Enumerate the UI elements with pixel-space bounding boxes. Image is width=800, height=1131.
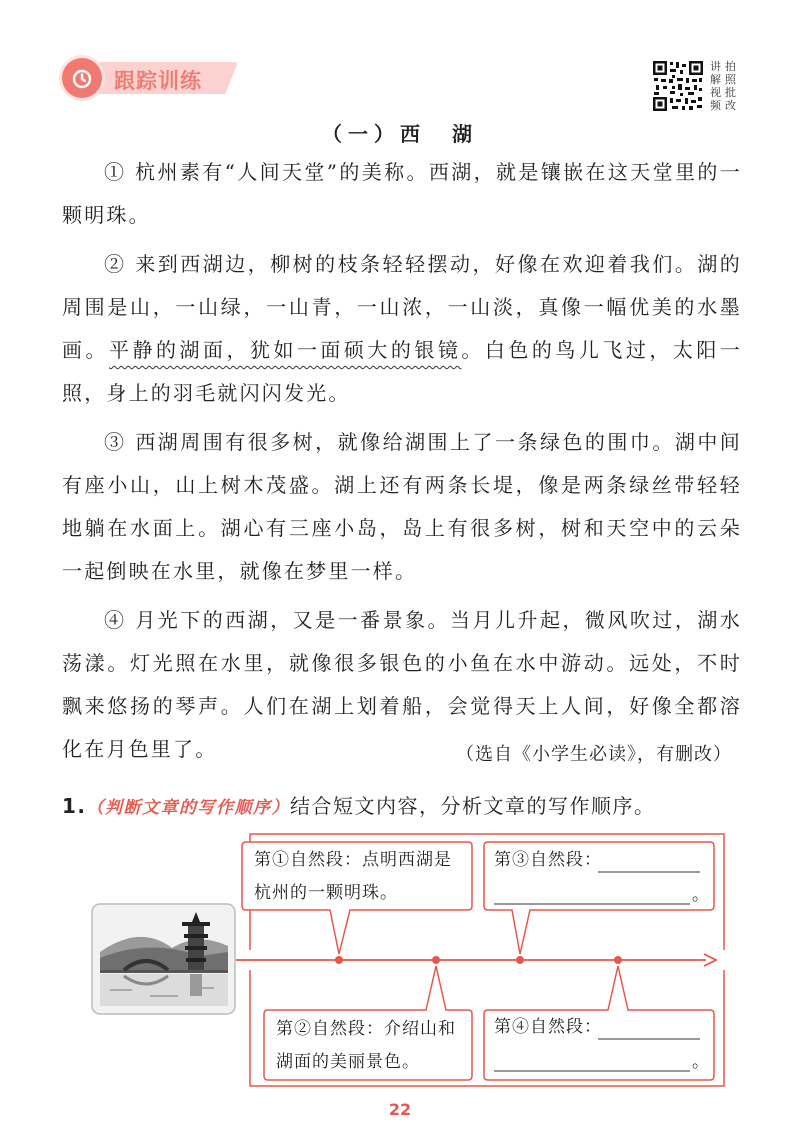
box-1-line-1: 第①自然段：点明西湖是 [254,850,452,870]
box-2-line-1: 第②自然段：介绍山和 [276,1019,456,1039]
paragraph-3: ③ 西湖周围有很多树，就像给湖围上了一条绿色的围巾。湖中间有座小山，山上树木茂盛。湖上还有两条长堤，像是两条绿丝带轻轻地躺在水面上。湖心有三座小岛，岛上有很多树，树和天空中的云朵一起倒映在水里，就像在梦里一样。 [62,430,742,583]
underlined-sentence: 平静的湖面，犹如一面硕大的银镜 [109,338,462,362]
timeline-dot-3 [516,956,524,964]
timeline-dot-4 [614,956,622,964]
west-lake-illustration [92,904,235,1014]
box-3-line-1: 第③自然段： [494,850,602,870]
article-title: （一）西 湖 [322,122,478,146]
section-badge [62,58,238,98]
stopwatch-icon [62,58,102,98]
question-prompt: 结合短文内容，分析文章的写作顺序。 [290,794,656,818]
box-3-end-mark: 。 [692,885,710,905]
timeline-dot-2 [432,956,440,964]
badge-label: 跟踪训练 [114,69,202,93]
question-1 [62,790,656,819]
box-2-line-2: 湖面的美丽景色。 [276,1052,420,1072]
qr-caption: 讲 拍 解 照 视 批 频 改 [710,60,736,112]
qr-code-icon[interactable] [652,60,704,112]
box-1-line-2: 杭州的一颗明珠。 [254,883,398,903]
writing-order-diagram [0,820,800,1100]
page-number: 22 [388,1100,412,1119]
paragraph-2: ② 来到西湖边，柳树的枝条轻轻摆动，好像在欢迎着我们。湖的周围是山，一山绿，一山青，一山浓，一山淡，真像一幅优美的水墨画。平静的湖面，犹如一面硕大的银镜。白色的鸟儿飞过，太阳一照，身上的羽毛就闪闪发光。 [62,252,743,405]
timeline-dot-1 [335,956,343,964]
box-4-line-1: 第④自然段： [494,1017,602,1037]
paragraph-1: ① 杭州素有“人间天堂”的美称。西湖，就是镶嵌在这天堂里的一颗明珠。 [62,160,743,227]
paragraph-4: ④ 月光下的西湖，又是一番景象。当月儿升起，微风吹过，湖水荡漾。灯光照在水里，就像很多银色的小鱼在水中游动。远处，不时飘来悠扬的琴声。人们在湖上划着船，会觉得天上人间，好像全都溶化在月色里了。 [62,608,742,761]
question-number: 1. [62,794,87,818]
source-note: （选自《小学生必读》，有删改） [456,744,732,765]
box-4-end-mark: 。 [692,1052,710,1072]
question-tag: （判断文章的写作顺序） [86,798,291,818]
